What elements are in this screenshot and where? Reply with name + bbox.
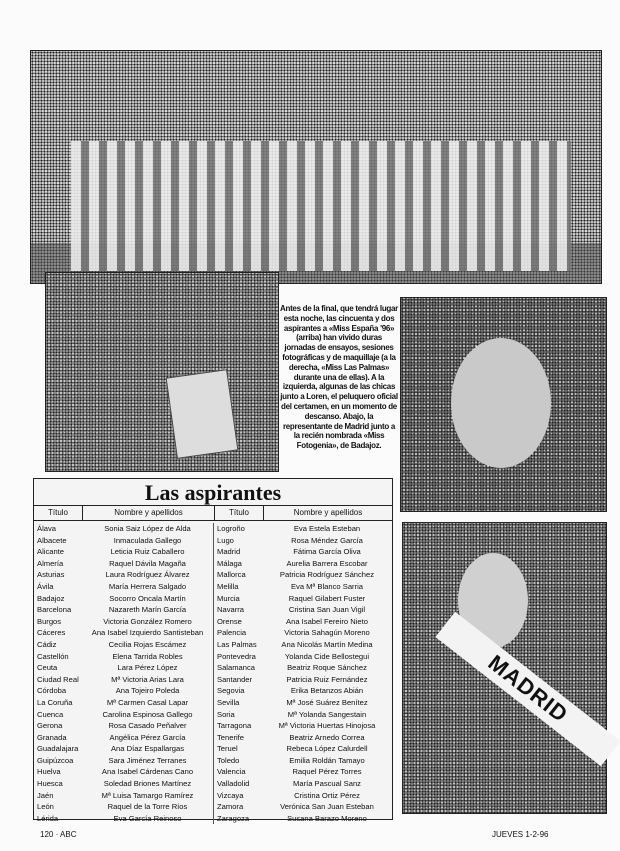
contestant-name-cell: Cristina San Juan Vigil (288, 605, 366, 615)
header-title-2: Título (215, 506, 264, 520)
contestant-name-cell: Elena Tarrida Robles (112, 651, 183, 661)
province-cell: Pontevedra (217, 651, 256, 661)
province-cell: Guadalajara (37, 744, 79, 754)
column-name-right (262, 523, 392, 824)
province-cell: Tarragona (217, 721, 252, 731)
contestant-name-cell: Mª Victoria Arias Lara (111, 674, 184, 684)
province-cell: Madrid (217, 547, 241, 557)
contestant-name-cell: María Pascual Sanz (293, 779, 361, 789)
table-title: Las aspirantes (34, 479, 392, 506)
table-body (34, 521, 392, 824)
contestant-name-cell: Carolina Espinosa Gallego (102, 709, 193, 719)
sash: MADRID (435, 612, 620, 767)
contestant-name-cell: Mª Yolanda Sangestain (287, 709, 367, 719)
province-cell: Toledo (217, 755, 240, 765)
contestant-name-cell: Beatriz Arnedo Correa (289, 732, 365, 742)
header-name-1: Nombre y apellidos (83, 506, 215, 520)
photo-hairdresser (45, 272, 279, 472)
contestant-name-cell: Cecilia Rojas Escámez (108, 639, 187, 649)
contestant-name-cell: Verónica San Juan Esteban (280, 802, 374, 812)
province-cell: Málaga (217, 558, 242, 568)
contestant-name-cell: Mª Luisa Tamargo Ramírez (101, 790, 194, 800)
province-cell: Lugo (217, 535, 234, 545)
contestant-name-cell: Rosa Méndez García (291, 535, 363, 545)
province-cell: Valladolid (217, 779, 250, 789)
province-cell: Logroño (217, 524, 245, 533)
province-cell: Huelva (37, 767, 61, 777)
header-title-1: Título (34, 506, 83, 520)
contestant-name-cell: Leticia Ruiz Caballero (110, 547, 185, 557)
contestant-name-cell: Ana Nicolás Martín Medina (281, 639, 373, 649)
province-cell: Valencia (217, 767, 246, 777)
province-cell: Córdoba (37, 686, 67, 696)
header-name-2: Nombre y apellidos (293, 508, 363, 517)
province-cell: Cuenca (37, 709, 64, 719)
column-name-left (82, 523, 214, 824)
province-cell: Santander (217, 674, 253, 684)
contestant-name-cell: Sonia Saiz López de Alda (104, 524, 191, 533)
photo-miss-madrid (402, 522, 607, 814)
province-cell: Zaragoza (217, 813, 250, 823)
province-cell: Burgos (37, 616, 62, 626)
contestant-name-cell: Lara Pérez López (117, 663, 178, 673)
column-province-left (34, 523, 82, 824)
province-cell: Badajoz (37, 593, 65, 603)
contestant-name-cell: Ana Isabel Fereiro Nieto (286, 616, 368, 626)
contestant-name-cell: Raquel Dávila Magaña (109, 558, 186, 568)
column-province-right (214, 523, 262, 824)
contestant-name-cell: Victoria Sahagún Moreno (284, 628, 370, 638)
contestant-name-cell: Ana Isabel Izquierdo Santisteban (91, 628, 204, 638)
contestant-name-cell: Raquel Pérez Torres (292, 767, 362, 777)
contestant-name-cell: Rebeca López Calurdell (286, 744, 368, 754)
province-cell: Vizcaya (217, 790, 244, 800)
contestant-name-cell: Ana Isabel Cárdenas Cano (101, 767, 194, 777)
magazine (166, 369, 239, 459)
province-cell: Asturias (37, 570, 65, 580)
contestant-name-cell: Susana Barazo Moreno (287, 813, 367, 823)
province-cell: Sevilla (217, 697, 240, 707)
contestant-name-cell: Soledad Briones Martínez (103, 779, 192, 789)
province-cell: Ciudad Real (37, 674, 79, 684)
contestant-name-cell: Aurelia Barrera Escobar (286, 558, 368, 568)
contestant-name-cell: Mª Carmen Casal Lapar (106, 697, 189, 707)
contestant-name-cell: Erika Betanzos Abián (290, 686, 364, 696)
contestant-name-cell: Emilia Roldán Tamayo (289, 755, 365, 765)
province-cell: Murcia (217, 593, 240, 603)
contestant-name-cell: Sara Jiménez Terranes (108, 755, 187, 765)
contestant-name-cell: Patricia Rodríguez Sánchez (279, 570, 375, 580)
group-photo-contestants (30, 50, 602, 284)
contestant-name-cell: Eva Mª Blanco Sarria (290, 581, 364, 591)
contestant-name-cell: Raquel de la Torre Ríos (107, 802, 188, 812)
province-cell: Barcelona (37, 605, 72, 615)
province-cell: Ávila (37, 581, 54, 591)
contestant-name-cell: Angélica Pérez García (109, 732, 186, 742)
contestant-name-cell: Rosa Casado Peñalver (108, 721, 187, 731)
province-cell: La Coruña (37, 697, 73, 707)
province-cell: León (37, 802, 54, 812)
contestant-name-cell: Ana Díaz Espallargas (110, 744, 185, 754)
contestant-name-cell: Eva Estela Esteban (293, 524, 361, 533)
contestant-name-cell: Eva García Reinoso (113, 813, 182, 823)
contestant-name-cell: Nazareth Marín García (108, 605, 187, 615)
contestant-name-cell: Victoria González Romero (103, 616, 192, 626)
contestants-row (71, 141, 571, 271)
province-cell: Melilla (217, 581, 239, 591)
face (451, 338, 551, 468)
contestant-name-cell: Raquel Gilabert Fuster (288, 593, 366, 603)
contestant-name-cell: Laura Rodríguez Álvarez (105, 570, 190, 580)
province-cell: Zamora (217, 802, 244, 812)
province-cell: Huesca (37, 779, 63, 789)
province-cell: Granada (37, 732, 67, 742)
province-cell: Teruel (217, 744, 238, 754)
province-cell: Palencia (217, 628, 247, 638)
contestant-name-cell: Socorro Oncala Martín (109, 593, 186, 603)
province-cell: Castellón (37, 651, 69, 661)
contestants-table (33, 478, 393, 823)
contestant-name-cell: Mª José Suárez Benítez (286, 697, 368, 707)
province-cell: Salamanca (217, 663, 255, 673)
province-cell: Cádiz (37, 639, 57, 649)
province-cell: Mallorca (217, 570, 246, 580)
contestant-name-cell: Ana Tojeiro Poleda (115, 686, 180, 696)
contestant-name-cell: Cristina Ortiz Pérez (294, 790, 360, 800)
province-cell: Jaén (37, 790, 54, 800)
contestant-name-cell: Patricia Ruiz Fernández (286, 674, 368, 684)
province-cell: Guipúzcoa (37, 755, 74, 765)
province-cell: Álava (37, 524, 56, 533)
province-cell: Orense (217, 616, 242, 626)
province-cell: Navarra (217, 605, 245, 615)
province-cell: Alicante (37, 547, 65, 557)
page-date: JUEVES 1-2-96 (492, 830, 549, 839)
province-cell: Soria (217, 709, 235, 719)
contestant-name-cell: Yolanda Cide Bellostegui (284, 651, 370, 661)
photo-miss-las-palmas (400, 297, 607, 512)
page-number: 120 · ABC (40, 830, 77, 839)
photo-caption: Antes de la final, que tendrá lugar esta noche, las cincuenta y dos aspirantes a «Miss España '96» (arriba) han vivido duras jornadas de ensayos, sesiones fotográficas y de maquillaje (a la derecha, «Miss Las Palmas» durante una de ellas). A la izquierda, algunas de las chicas junto a Loren, el peluquero oficial del certamen, en un momento de descanso. Abajo, la representante de Madrid junto a la recién nombrada «Miss Fotogenia», de Badajoz. (280, 304, 398, 451)
province-cell: Albacete (37, 535, 67, 545)
contestant-name-cell: Inmaculada Gallego (113, 535, 182, 545)
contestant-name-cell: Fátima García Oliva (293, 547, 361, 557)
province-cell: Almería (37, 558, 64, 568)
contestant-name-cell: Mª Victoria Huertas Hinojosa (278, 721, 376, 731)
contestant-name-cell: Beatriz Roque Sánchez (287, 663, 367, 673)
province-cell: Ceuta (37, 663, 58, 673)
province-cell: Las Palmas (217, 639, 257, 649)
contestant-name-cell: María Herrera Salgado (108, 581, 187, 591)
province-cell: Tenerife (217, 732, 245, 742)
province-cell: Gerona (37, 721, 63, 731)
province-cell: Segovia (217, 686, 245, 696)
province-cell: Cáceres (37, 628, 66, 638)
province-cell: Lérida (37, 813, 59, 823)
table-header (34, 506, 392, 521)
